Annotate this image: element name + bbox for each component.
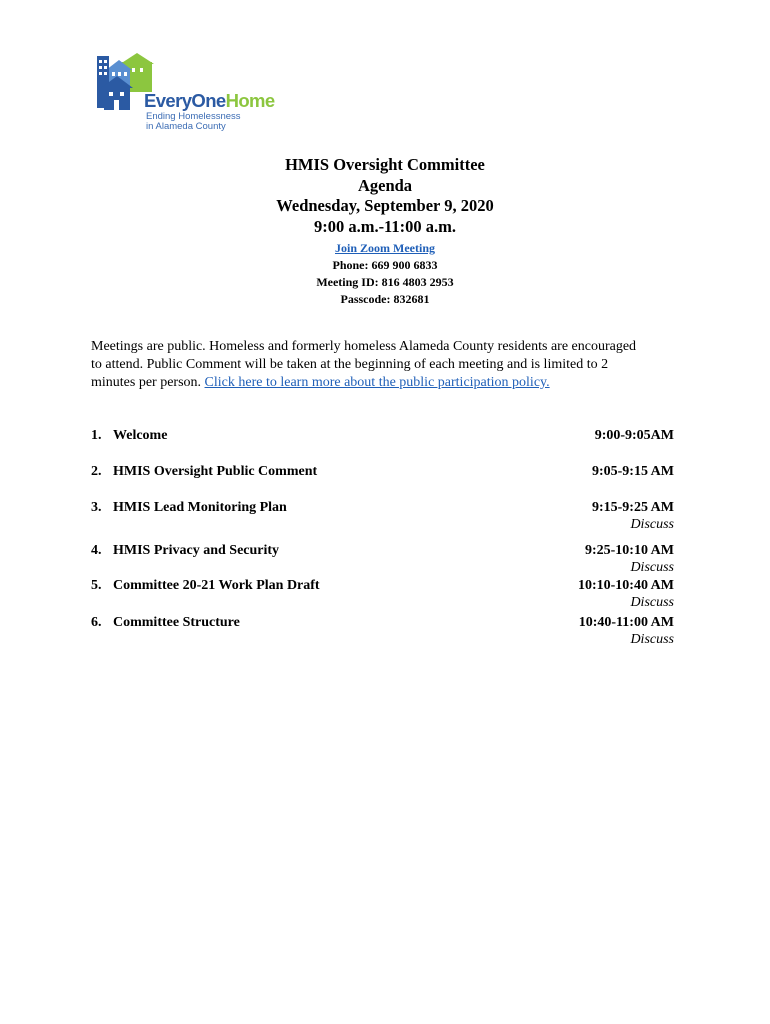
agenda-item — [91, 541, 674, 575]
agenda-item-number: 6. — [91, 615, 102, 630]
agenda-item-note: Discuss — [630, 517, 674, 532]
join-zoom-link[interactable]: Join Zoom Meeting — [335, 241, 435, 255]
logo-word-everyone: EveryOne — [144, 90, 226, 111]
agenda-item-number: 4. — [91, 543, 102, 558]
agenda-item-note: Discuss — [630, 595, 674, 610]
agenda-item-number: 2. — [91, 464, 102, 479]
agenda-item-time: 10:10-10:40 AM — [577, 578, 674, 593]
logo-word-home: Home — [225, 90, 275, 111]
passcode: Passcode: 832681 — [340, 292, 430, 306]
agenda-item-time: 10:40-11:00 AM — [578, 615, 674, 630]
agenda-item-note: Discuss — [630, 632, 674, 647]
public-participation-policy-link[interactable]: Click here to learn more about the public participation policy. — [204, 375, 550, 390]
intro-line-1: Meetings are public. Homeless and formerly homeless Alameda County residents are encouraged — [91, 339, 637, 354]
agenda-item-title: HMIS Lead Monitoring Plan — [113, 500, 287, 515]
agenda-item — [91, 613, 674, 647]
agenda-item-note: Discuss — [630, 560, 674, 575]
agenda-item-time: 9:25-10:10 AM — [584, 543, 674, 558]
agenda-header — [0, 155, 770, 308]
intro-paragraph — [91, 338, 691, 392]
intro-line-3 — [91, 374, 691, 392]
agenda-item-number: 1. — [91, 428, 102, 443]
logo-tagline-line1: Ending Homelessness — [146, 111, 241, 122]
agenda-item-title: Committee 20-21 Work Plan Draft — [113, 578, 320, 593]
agenda-item-title: HMIS Privacy and Security — [113, 543, 280, 558]
meeting-time: 9:00 a.m.-11:00 a.m. — [313, 216, 457, 236]
agenda-item — [91, 498, 674, 532]
intro-line-3-text: minutes per person. — [91, 375, 205, 390]
logo-wordmark — [144, 90, 275, 112]
everyone-home-logo — [96, 52, 275, 132]
logo-tagline-line2: in Alameda County — [146, 121, 226, 132]
agenda-item-number: 5. — [91, 578, 102, 593]
intro-line-2: to attend. Public Comment will be taken at the beginning of each meeting and is limited to 2 — [91, 357, 609, 372]
agenda-item-title: Welcome — [113, 428, 168, 443]
agenda-item-title: Committee Structure — [113, 615, 240, 630]
phone-number: Phone: 669 900 6833 — [332, 258, 438, 272]
agenda-item — [91, 576, 674, 610]
agenda-item-time: 9:15-9:25 AM — [591, 500, 674, 515]
agenda-item-title: HMIS Oversight Public Comment — [113, 464, 318, 479]
logo-tagline — [146, 112, 241, 132]
meeting-date: Wednesday, September 9, 2020 — [276, 196, 494, 215]
agenda-item-time: 9:05-9:15 AM — [591, 464, 674, 479]
committee-title: HMIS Oversight Committee — [285, 155, 485, 174]
agenda-item — [91, 462, 674, 482]
agenda-item-time: 9:00-9:05AM — [594, 428, 674, 443]
meeting-id: Meeting ID: 816 4803 2953 — [316, 275, 454, 289]
document-type: Agenda — [357, 175, 413, 195]
agenda-item — [91, 426, 674, 446]
agenda-item-number: 3. — [91, 500, 102, 515]
